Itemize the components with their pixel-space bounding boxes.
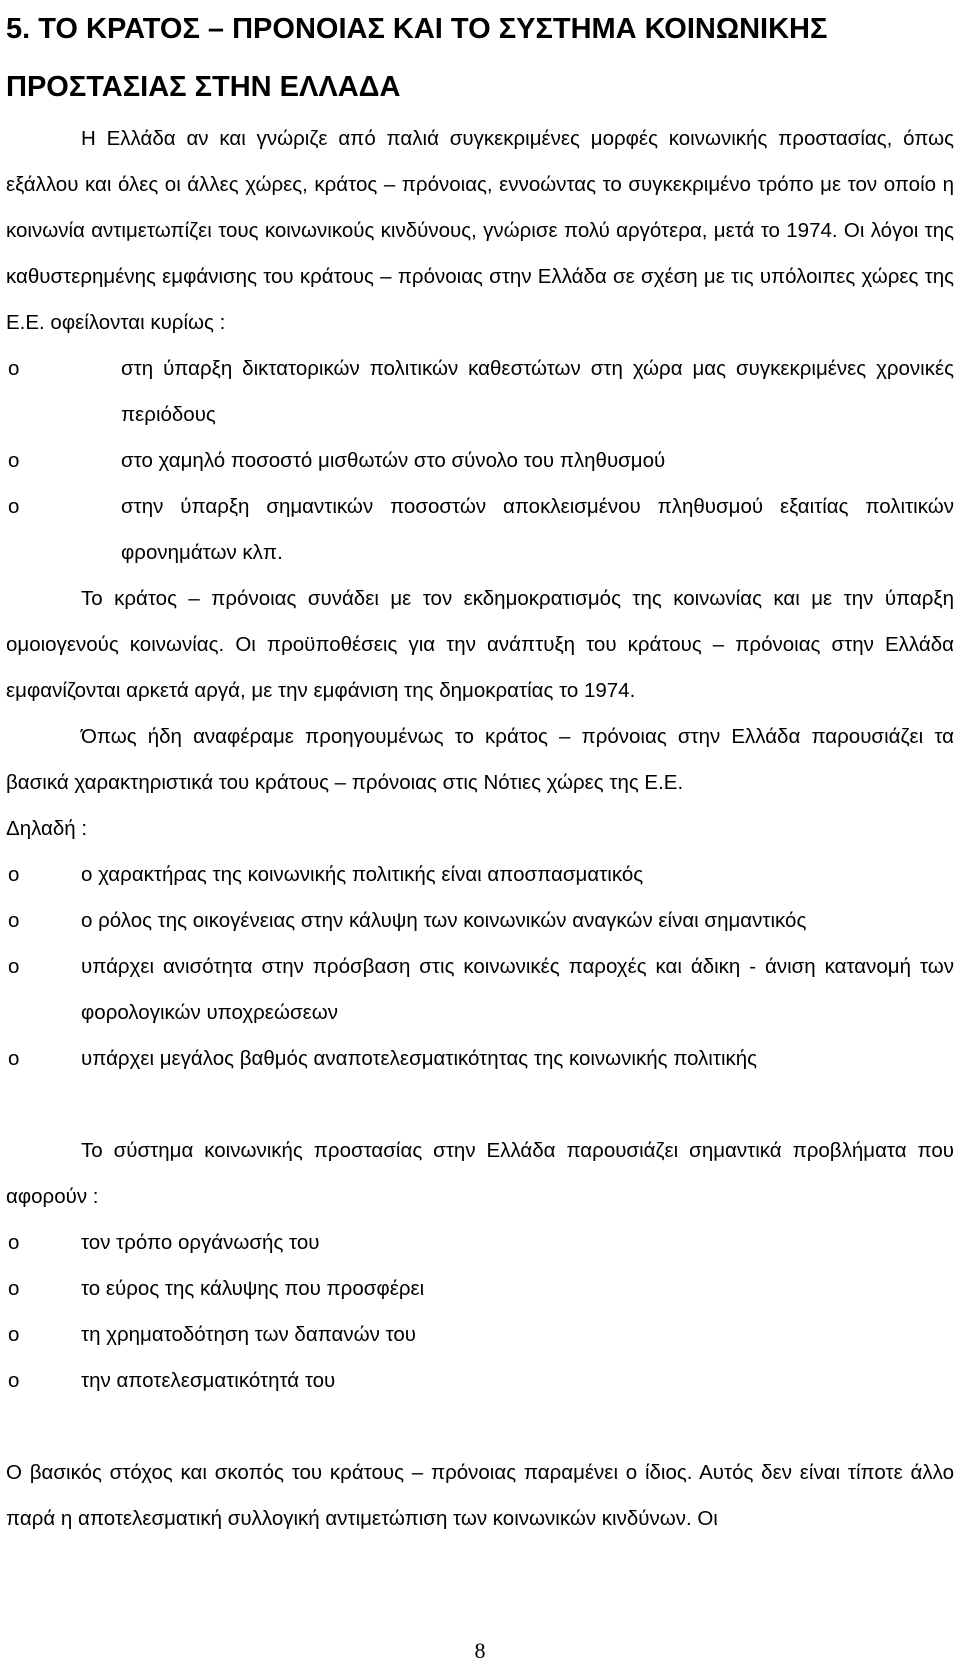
bullet-icon: o xyxy=(8,955,20,978)
spacer xyxy=(6,1404,954,1450)
bullet-icon: o xyxy=(8,1369,20,1392)
bullet-icon: o xyxy=(8,357,20,380)
list-item: o τον τρόπο οργάνωσής του xyxy=(6,1220,954,1266)
paragraph-democratization: Το κράτος – πρόνοιας συνάδει με τον εκδημοκρατισμός της κοινωνίας και με την ύπαρξη ομοιογενούς κοινωνίας. Οι προϋποθέσεις για την ανάπτυξη του κράτους – πρόνοιας στην Ελλάδα εμφανίζονται αρκετά αργά, με την εμφάνιση της δημοκρατίας το 1974. xyxy=(6,587,954,702)
bullet-icon: o xyxy=(8,1277,20,1300)
paragraph-intro: Η Ελλάδα αν και γνώριζε από παλιά συγκεκριμένες μορφές κοινωνικής προστασίας, όπως εξάλλου και όλες οι άλλες χώρες, κράτος – πρόνοιας, εννοώντας το συγκεκριμένο τρόπο με τον οποίο η κοινωνία αντιμετωπίζει τους κοινωνικούς κινδύνους, γνώρισε πολύ αργότερα, μετά το 1974. Οι λόγοι της καθυστερημένης εμφάνισης του κράτους – πρόνοιας στην Ελλάδα σε σχέση με τις υπόλοιπες χώρες της Ε.Ε. οφείλονται κυρίως : xyxy=(6,127,954,334)
list-item: o την αποτελεσματικότητά του xyxy=(6,1358,954,1404)
list-item: o υπάρχει ανισότητα στην πρόσβαση στις κοινωνικές παροχές και άδικη - άνιση κατανομή των φορολογικών υποχρεώσεων xyxy=(6,944,954,1036)
bullet-icon: o xyxy=(8,495,20,518)
section-heading: 5. ΤΟ ΚΡΑΤΟΣ – ΠΡΟΝΟΙΑΣ ΚΑΙ ΤΟ ΣΥΣΤΗΜΑ ΚΟΙΝΩΝΙΚΗΣ ΠΡΟΣΤΑΣΙΑΣ ΣΤΗΝ ΕΛΛΑΔΑ xyxy=(6,13,828,103)
list-item: o ο χαρακτήρας της κοινωνικής πολιτικής είναι αποσπασματικός xyxy=(6,852,954,898)
list-item: o στη ύπαρξη δικτατορικών πολιτικών καθεστώτων στη χώρα μας συγκεκριμένες χρονικές περιόδους xyxy=(6,346,954,438)
document-body xyxy=(6,116,954,1542)
reasons-list xyxy=(6,346,954,576)
list-item: o τη χρηματοδότηση των δαπανών του xyxy=(6,1312,954,1358)
problems-list xyxy=(6,1220,954,1404)
paragraph-goal: Ο βασικός στόχος και σκοπός του κράτους – πρόνοιας παραμένει ο ίδιος. Αυτός δεν είναι τίποτε άλλο παρά η αποτελεσματική συλλογική αντιμετώπιση των κοινωνικών κινδύνων. Οι xyxy=(6,1461,954,1530)
paragraph-problems-intro: Το σύστημα κοινωνικής προστασίας στην Ελλάδα παρουσιάζει σημαντικά προβλήματα που αφορούν : xyxy=(6,1139,954,1208)
bullet-icon: o xyxy=(8,863,20,886)
list-item: o στην ύπαρξη σημαντικών ποσοστών αποκλεισμένου πληθυσμού εξαιτίας πολιτικών φρονημάτων κλπ. xyxy=(6,484,954,576)
paragraph-namely: Δηλαδή : xyxy=(6,817,88,840)
spacer xyxy=(6,1082,954,1128)
list-item: o υπάρχει μεγάλος βαθμός αναποτελεσματικότητας της κοινωνικής πολιτικής xyxy=(6,1036,954,1082)
page-number: 8 xyxy=(474,1638,486,1663)
bullet-icon: o xyxy=(8,909,20,932)
list-item: o ο ρόλος της οικογένειας στην κάλυψη των κοινωνικών αναγκών είναι σημαντικός xyxy=(6,898,954,944)
bullet-icon: o xyxy=(8,1231,20,1254)
bullet-icon: o xyxy=(8,449,20,472)
list-item: o στο χαμηλό ποσοστό μισθωτών στο σύνολο του πληθυσμού xyxy=(6,438,954,484)
bullet-icon: o xyxy=(8,1047,20,1070)
paragraph-characteristics-intro: Όπως ήδη αναφέραμε προηγουμένως το κράτος – πρόνοιας στην Ελλάδα παρουσιάζει τα βασικά χαρακτηριστικά του κράτους – πρόνοιας στις Νότιες χώρες της Ε.Ε. xyxy=(6,725,954,794)
bullet-icon: o xyxy=(8,1323,20,1346)
characteristics-list xyxy=(6,852,954,1082)
list-item: o το εύρος της κάλυψης που προσφέρει xyxy=(6,1266,954,1312)
